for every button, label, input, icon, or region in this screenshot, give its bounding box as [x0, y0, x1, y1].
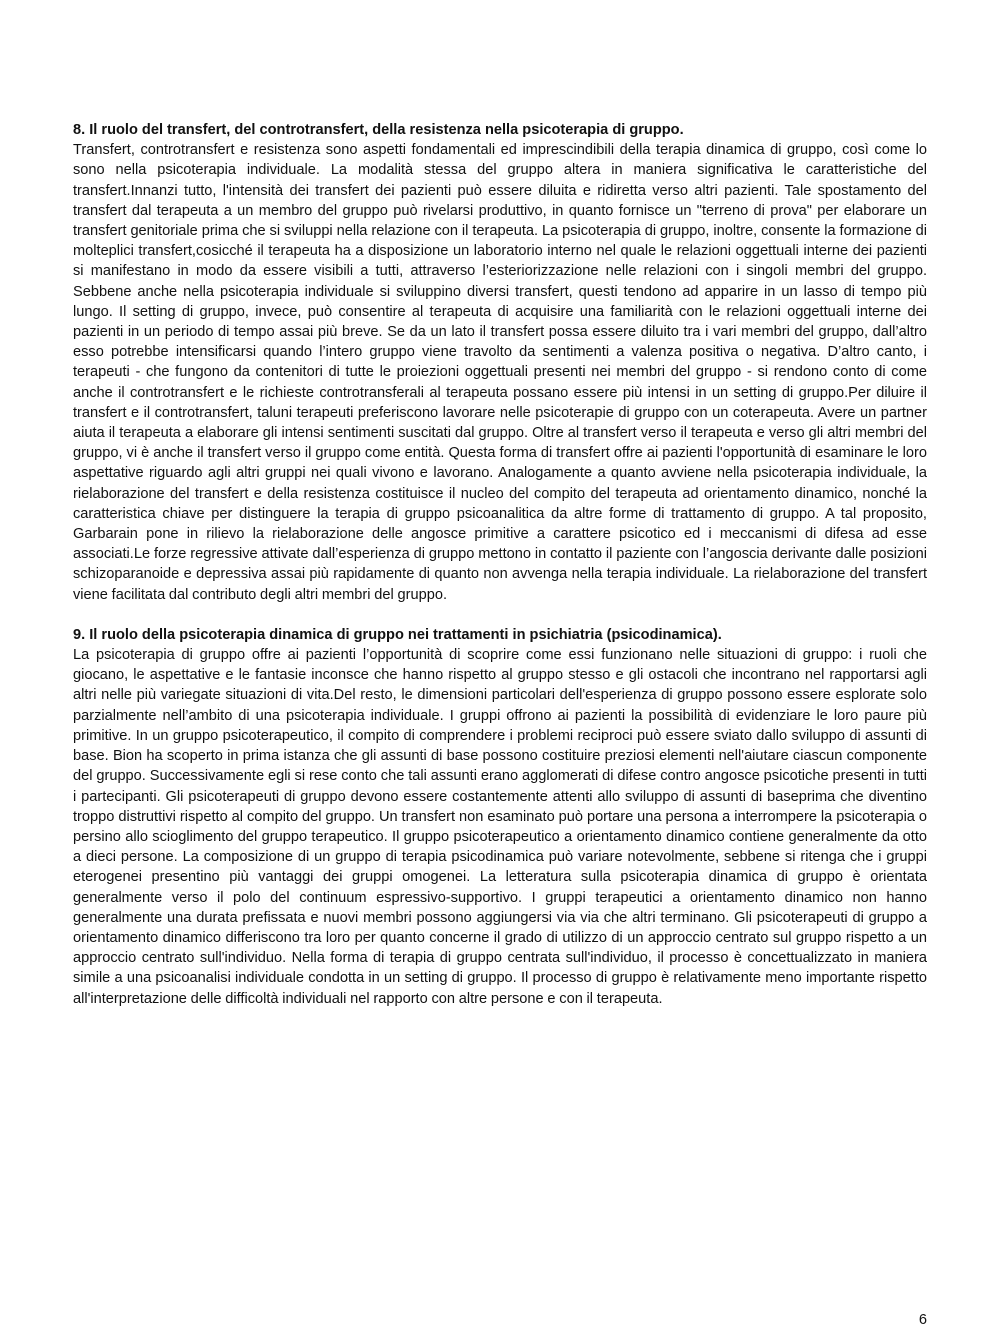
page-number: 6 — [918, 1312, 927, 1328]
section-heading: 8. Il ruolo del transfert, del controtransfert, della resistenza nella psicoterapia di gruppo. — [73, 122, 684, 138]
section-8 — [73, 120, 927, 605]
section-body: Transfert, controtransfert e resistenza sono aspetti fondamentali ed imprescindibili della terapia dinamica di gruppo, così come lo sono nella psicoterapia individuale. La modalità stessa del gruppo altera in maniera significativa le caratteristiche del transfert.Innanzi tutto, l'intensità dei transfert dei pazienti può essere diluita e ridiretta verso altri pazienti. Tale spostamento del transfert dal terapeuta a un membro del gruppo può rivelarsi produttivo, in quanto fornisce un "terreno di prova" per elaborare un transfert genitoriale prima che si sviluppi nella relazione con il terapeuta. La psicoterapia di gruppo, inoltre, consente la formazione di molteplici transfert,cosicché il terapeuta ha a disposizione un laboratorio interno nel quale le relazioni oggettuali interne dei pazienti si manifestano in modo da essere visibili a tutti, attraverso l’esteriorizzazione nelle relazioni con i singoli membri del gruppo. Sebbene anche nella psicoterapia individuale si sviluppino diversi transfert, questi tendono ad apparire in un lasso di tempo più lungo. Il setting di gruppo, invece, può consentire al terapeuta di acquisire una familiarità con le relazioni oggettuali interne dei pazienti in un periodo di tempo assai più breve. Se da un lato il transfert possa essere diluito tra i vari membri del gruppo, dall’altro esso potrebbe intensificarsi quando l’intero gruppo viene travolto da sentimenti a valenza positiva o negativa. D’altro canto, i terapeuti - che fungono da contenitori di tutte le proiezioni oggettuali presenti nei membri del gruppo - si rendono conto di come anche il controtransfert e le richieste controtransferali al terapeuta possano essere più intensi in un setting di gruppo.Per diluire il transfert e il controtransfert, taluni terapeuti preferiscono lavorare nelle psicoterapie di gruppo con un coterapeuta. Avere un partner aiuta il terapeuta a elaborare gli intensi sentimenti suscitati dal gruppo. Oltre al transfert verso il terapeuta e verso gli altri membri del gruppo, vi è anche il transfert verso il gruppo come entità. Questa forma di transfert offre ai pazienti l'opportunità di esaminare le loro aspettative riguardo agli altri gruppi nei quali vivono e lavorano. Analogamente a quanto avviene nella psicoterapia individuale, la rielaborazione del transfert e della resistenza costituisce il nucleo del compito del terapeuta ad orientamento dinamico, nonché la caratteristica chiave per distinguere la terapia di gruppo psicoanalitica da altre forme di trattamento di gruppo. A tal proposito, Garbarain pone in rilievo la rielaborazione delle angosce primitive a carattere psicotico ed i meccanismi di difesa ad esse associati.Le forze regressive attivate dall’esperienza di gruppo mettono in contatto il paziente con l’angoscia derivante dalle posizioni schizoparanoide e depressiva assai più rapidamente di quanto non avvenga nella terapia individuale. La rielaborazione del transfert viene facilitata dal contributo degli altri membri del gruppo. — [73, 142, 927, 603]
section-body: La psicoterapia di gruppo offre ai pazienti l’opportunità di scoprire come essi funzionano nelle situazioni di gruppo: i ruoli che giocano, le aspettative e le fantasie inconsce che hanno rispetto al gruppo stesso e gli ostacoli che incontrano nel rapportarsi agli altri nelle più variegate situazioni di vita.Del resto, le dimensioni particolari dell'esperienza di gruppo possono essere esplorate solo parzialmente nell’ambito di una psicoterapia individuale. I gruppi offrono ai pazienti la possibilità di evidenziare le loro paure più primitive. In un gruppo psicoterapeutico, il compito di comprendere i problemi reciproci può essere sviato dallo sviluppo di assunti di base. Bion ha scoperto in prima istanza che gli assunti di base possono costituire preziosi elementi nell'aiutare ciascun componente del gruppo. Successivamente egli si rese conto che tali assunti erano agglomerati di difese contro angosce psicotiche presenti in tutti i partecipanti. Gli psicoterapeuti di gruppo devono essere costantemente attenti allo sviluppo di assunti di baseprima che diventino troppo distruttivi rispetto al compito del gruppo. Un transfert non esaminato può portare una persona a interrompere la psicoterapia o persino allo scioglimento del gruppo terapeutico. Il gruppo psicoterapeutico a orientamento dinamico contiene generalmente da otto a dieci persone. La composizione di un gruppo di terapia psicodinamica può variare notevolmente, sebbene si ritenga che i gruppi eterogenei presentino più vantaggi dei gruppi omogenei. La letteratura sulla psicoterapia dinamica di gruppo è orientata generalmente verso il polo del continuum espressivo-supportivo. I gruppi terapeutici a orientamento dinamico non hanno generalmente una durata prefissata e nuovi membri possono aggiungersi via via che altri terminano. Gli psicoterapeuti di gruppo a orientamento dinamico differiscono tra loro per quanto concerne il grado di utilizzo di un approccio centrato sul gruppo rispetto a un approccio centrato sull'individuo. Nella forma di terapia di gruppo centrata sull'individuo, il processo è concettualizzato in maniera simile a una psicoanalisi individuale condotta in un setting di gruppo. Il processo di gruppo è relativamente meno importante rispetto all'interpretazione delle difficoltà individuali nel rapporto con altre persone e con il terapeuta. — [73, 647, 927, 1007]
section-heading: 9. Il ruolo della psicoterapia dinamica di gruppo nei trattamenti in psichiatria (psicodinamica). — [73, 626, 722, 643]
document-page — [73, 120, 927, 1029]
section-9 — [73, 625, 927, 1009]
